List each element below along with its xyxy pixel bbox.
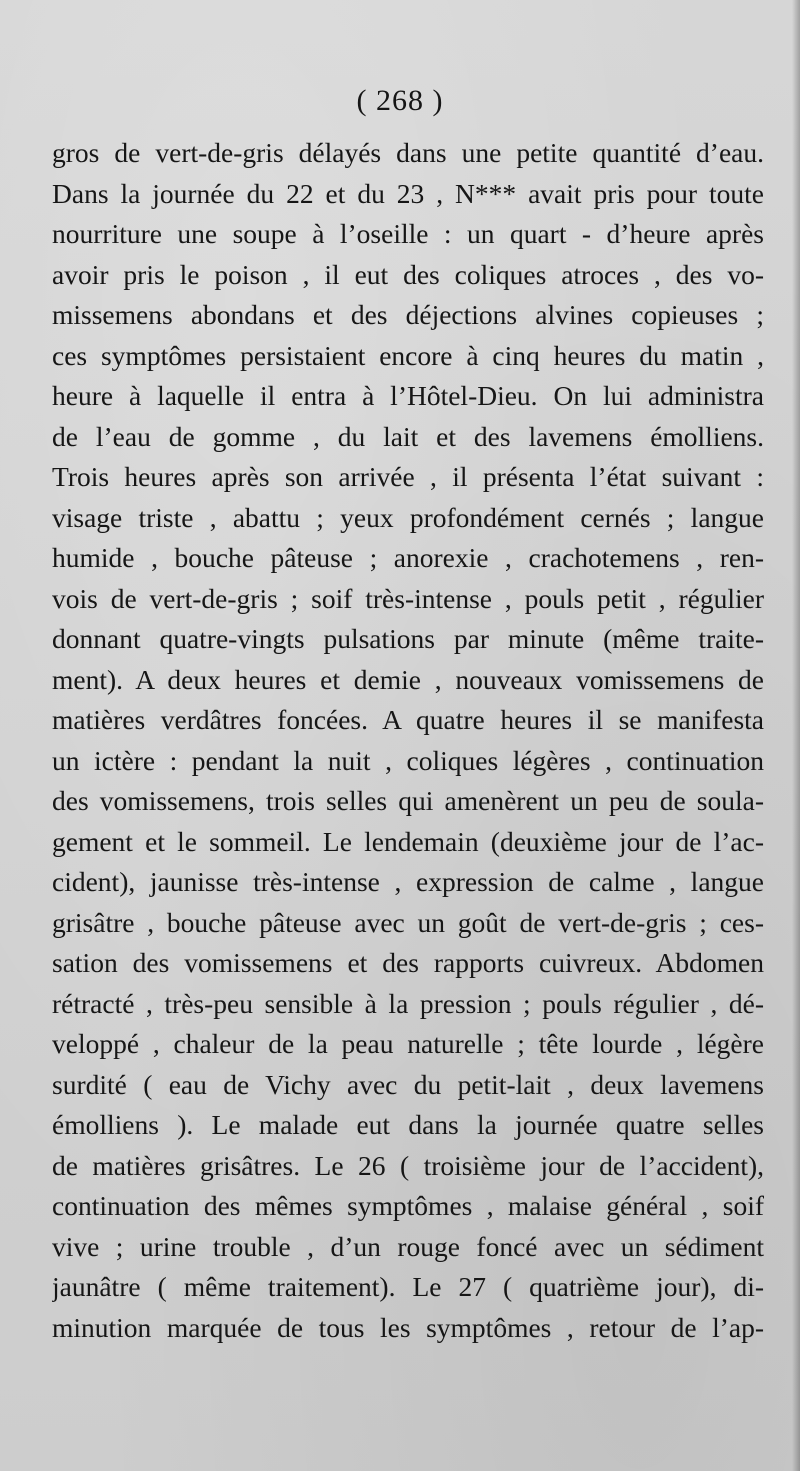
text-line: de matières grisâtres. Le 26 ( troisième jour de l’accident), <box>52 1149 764 1181</box>
text-line: ces symptômes persistaient encore à cinq heures du matin , <box>52 339 764 371</box>
text-line: sation des vomissemens et des rapports cuivreux. Abdomen <box>52 947 764 978</box>
text-line: gros de vert-de-gris délayés dans une petite quantité d’eau. <box>52 137 764 168</box>
text-line: émolliens ). Le malade eut dans la journée quatre selles <box>52 1109 764 1140</box>
text-line: visage triste , abattu ; yeux profondément cernés ; langue <box>52 501 764 533</box>
text-line: veloppé , chaleur de la peau naturelle ; tête lourde , légère <box>52 1028 764 1059</box>
text-line: nourriture une soupe à l’oseille : un quart - d’heure après <box>52 218 764 249</box>
text-line: Dans la journée du 22 et du 23 , N*** avait pris pour toute <box>52 177 764 209</box>
text-line: ment). A deux heures et demie , nouveaux vomissemens de <box>52 663 764 695</box>
text-line: minution marquée de tous les symptômes , retour de l’ap- <box>52 1311 764 1343</box>
text-line: matières verdâtres foncées. A quatre heures il se manifesta <box>52 704 764 735</box>
text-line: Trois heures après son arrivée , il présenta l’état suivant : <box>52 461 764 492</box>
text-line: vois de vert-de-gris ; soif très-intense , pouls petit , régulier <box>52 582 764 614</box>
text-line: des vomissemens, trois selles qui amenèrent un peu de soula- <box>52 785 764 816</box>
page-edge-shadow <box>792 0 800 1471</box>
text-line: surdité ( eau de Vichy avec du petit-lait , deux lavemens <box>52 1068 764 1100</box>
text-line: continuation des mêmes symptômes , malaise général , soif <box>52 1190 764 1221</box>
text-line: missemens abondans et des déjections alvines copieuses ; <box>52 299 764 330</box>
page-number-header: ( 268 ) <box>356 84 444 117</box>
text-line: humide , bouche pâteuse ; anorexie , crachotemens , ren- <box>52 542 764 573</box>
text-line: donnant quatre-vingts pulsations par minute (même traite- <box>52 623 764 654</box>
body-text <box>52 133 764 1348</box>
text-line: vive ; urine trouble , d’un rouge foncé avec un sédiment <box>52 1230 764 1262</box>
text-line: avoir pris le poison , il eut des coliques atroces , des vo- <box>52 258 764 290</box>
text-line: cident), jaunisse très-intense , expression de calme , langue <box>52 866 764 897</box>
text-line: heure à laquelle il entra à l’Hôtel-Dieu. On lui administra <box>52 380 764 411</box>
text-line: de l’eau de gomme , du lait et des lavemens émolliens. <box>52 420 764 452</box>
text-line: gement et le sommeil. Le lendemain (deuxième jour de l’ac- <box>52 825 764 857</box>
text-line: jaunâtre ( même traitement). Le 27 ( quatrième jour), di- <box>52 1271 764 1302</box>
text-line: rétracté , très-peu sensible à la pression ; pouls régulier , dé- <box>52 987 764 1019</box>
text-line: un ictère : pendant la nuit , coliques légères , continuation <box>52 744 764 776</box>
text-line: grisâtre , bouche pâteuse avec un goût de vert-de-gris ; ces- <box>52 906 764 938</box>
